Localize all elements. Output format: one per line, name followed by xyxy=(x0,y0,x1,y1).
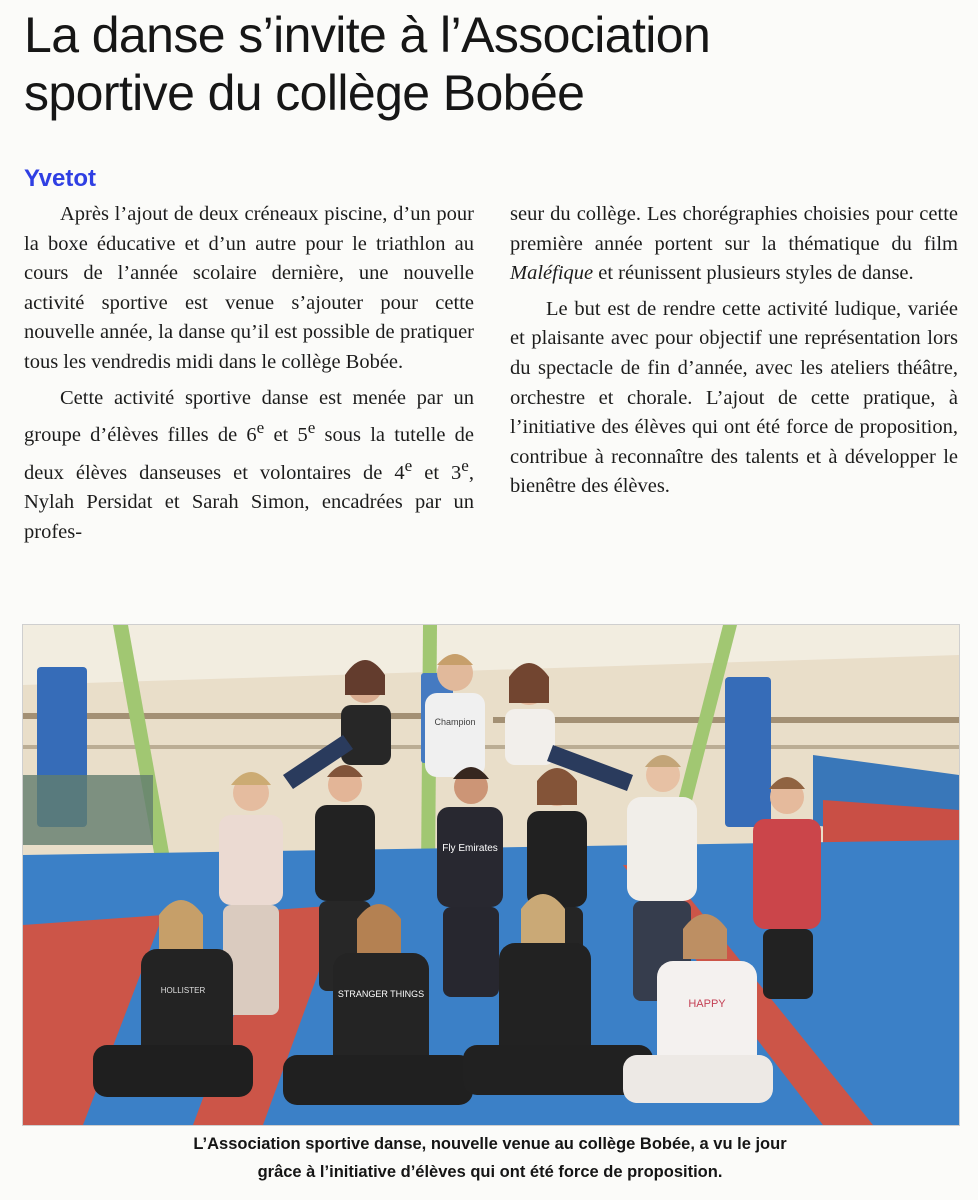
headline-line-2: sportive du collège Bobée xyxy=(24,65,585,121)
paragraph-2-text-c: sous la tutelle de deux élèves danseuses et volontaires de 4 xyxy=(24,423,474,484)
paragraph-2-text-d: et 3 xyxy=(412,461,462,484)
paragraph-2-text-b: et 5 xyxy=(264,423,308,446)
paragraph-2-text-a: Cette activité sportive danse est menée par un groupe d’élèves filles de 6 xyxy=(24,386,474,446)
ordinal-sup-6: e xyxy=(256,418,265,438)
shirt-text-happy: HAPPY xyxy=(688,998,726,1010)
caption-line-2: grâce à l’initiative d’élèves qui ont été force de proposition. xyxy=(257,1163,723,1181)
paragraph-2-continued xyxy=(510,200,958,289)
ordinal-sup-5: e xyxy=(307,418,316,438)
ordinal-sup-3: e xyxy=(461,455,469,475)
paragraph-3: Le but est de rendre cette activité ludique, variée et plaisante avec pour objectif une représentation lors du spectacle de fin d’année, avec les ateliers théâtre, orchestre et chorale. L’ajout de cette pratique, à l’initiative des élèves qui ont été force de proposition, contribue à reconnaître des talents et à développer le bienêtre des élèves. xyxy=(510,297,958,498)
paragraph-2-text-e: , Nylah Persidat et Sarah Simon, encadrées par un profes- xyxy=(24,461,475,543)
paragraph-2 xyxy=(24,384,474,548)
shirt-text-fly-emirates: Fly Emirates xyxy=(442,843,498,854)
paragraph-2-cont-text-a: seur du collège. Les chorégraphies choisies pour cette première année portent sur la thématique du film xyxy=(510,203,958,255)
shirt-text-champion: Champion xyxy=(434,717,476,727)
headline xyxy=(24,6,964,122)
shirt-text-hollister: HOLLISTER xyxy=(160,986,206,995)
article-column-right xyxy=(510,200,958,508)
headline-line-1: La danse s’invite à l’Association xyxy=(24,7,711,63)
group-photo-illustration xyxy=(23,625,959,1125)
shirt-text-stranger-things: STRANGER THINGS xyxy=(337,989,425,999)
photo-caption xyxy=(22,1130,958,1186)
paragraph-2-cont-text-b: et réunissent plusieurs styles de danse. xyxy=(593,262,914,285)
article-column-left xyxy=(24,200,474,553)
caption-line-1: L’Association sportive danse, nouvelle venue au collège Bobée, a vu le jour xyxy=(193,1135,787,1153)
photo-light-overlay xyxy=(23,625,959,1125)
ordinal-sup-4: e xyxy=(404,455,413,475)
group-photo xyxy=(22,624,960,1126)
film-title: Maléfique xyxy=(510,262,594,285)
dateline: Yvetot xyxy=(24,165,97,192)
paragraph-1: Après l’ajout de deux créneaux piscine, d’un pour la boxe éducative et d’un autre pour le triathlon au cours de l’année scolaire dernière, une nouvelle activité sportive est venue s’ajouter pour cette nouvelle année, la danse qu’il est possible de pratiquer tous les vendredis midi dans le collège Bobée. xyxy=(24,203,474,373)
